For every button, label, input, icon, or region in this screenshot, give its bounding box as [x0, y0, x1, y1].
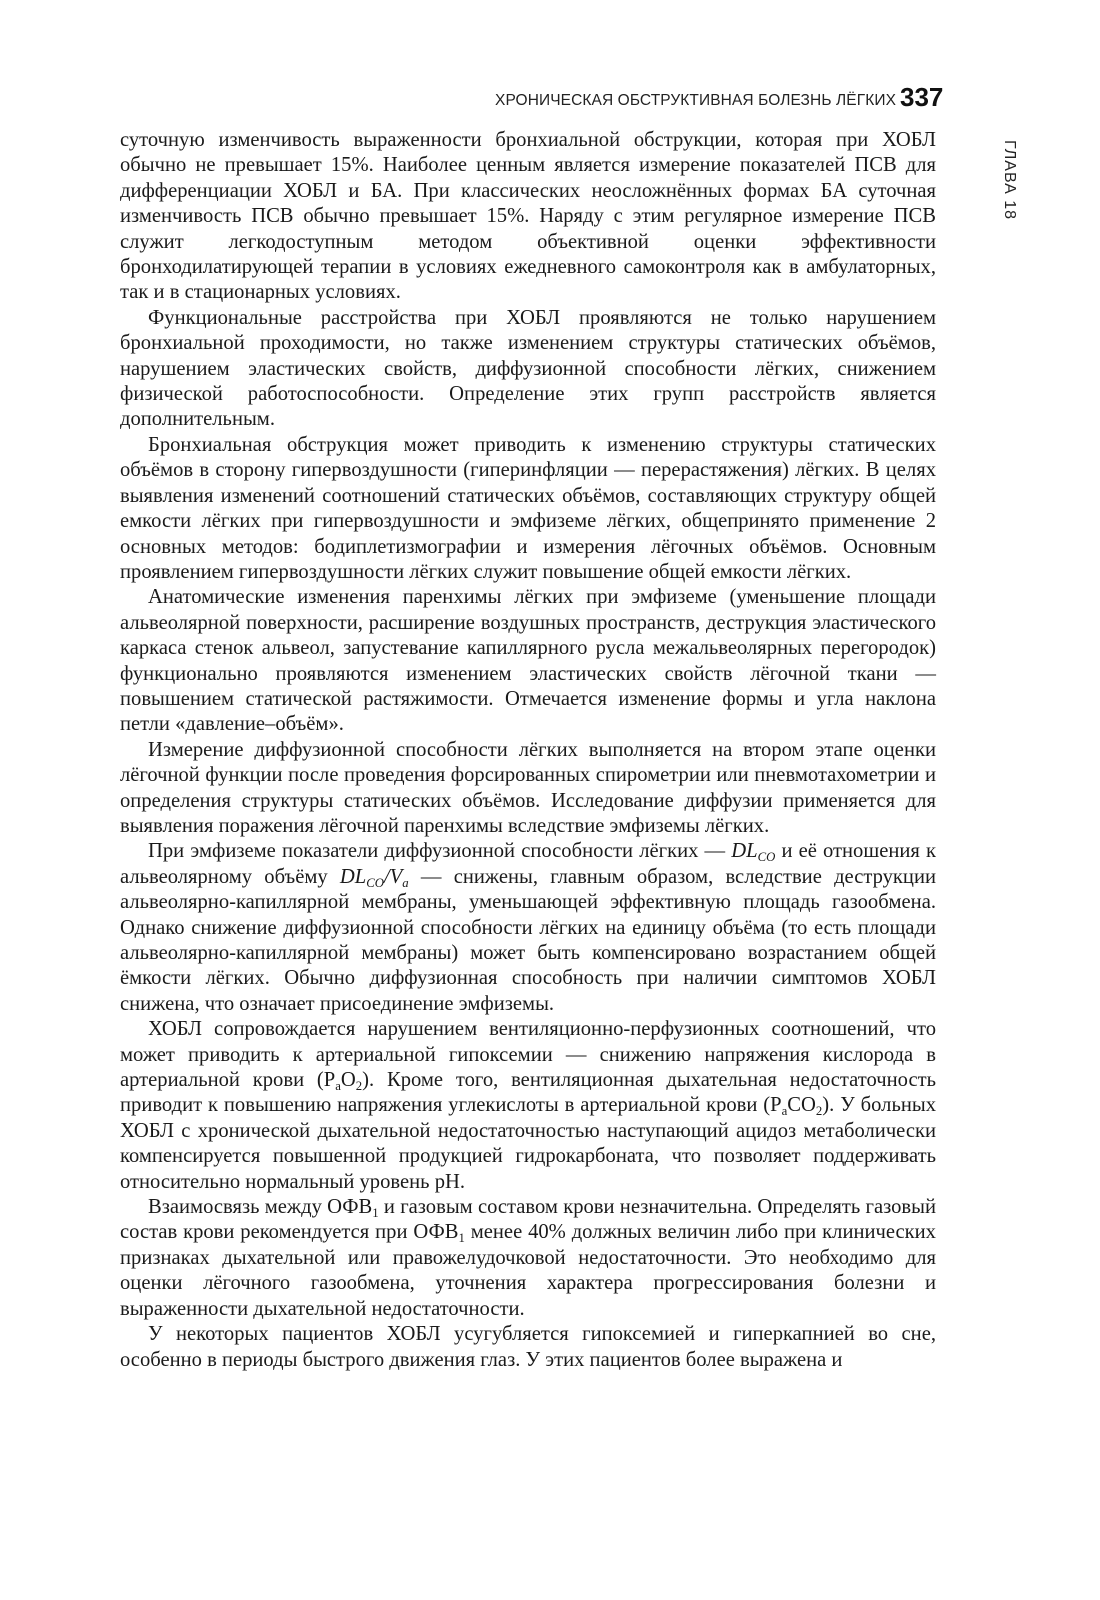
paragraph-4: Анатомические изменения паренхимы лёгких при эмфиземе (уменьшение площади альвеолярной поверхности, расширение воздушных пространств, деструкция эластического каркаса стенок альвеол, запустевание капиллярного русла межальвеолярных перегородок) функционально проявляются изменением эластических свойств лёгочной ткани — повышением статической растяжимости. Отмечается изменение формы и угла наклона петли «давление–объём». — [120, 586, 936, 736]
pao2-subscript-2: 2 — [355, 1078, 363, 1093]
paragraph-8: Взаимосвязь между $ОФВ_1$ и газовым составом крови незначительна. Определять газовый состав крови рекомендуется при $ОФВ_1$ менее 40% должных величин либо при клинических признаках дыхательной или правожелудочковой недостаточности. Это необходимо для оценки лёгочного газообмена, уточнения характера прогрессирования болезни и выраженности дыхательной недостаточности. — [120, 1196, 936, 1320]
paragraph-6 — [120, 839, 936, 1017]
running-title: ХРОНИЧЕСКАЯ ОБСТРУКТИВНАЯ БОЛЕЗНЬ ЛЁГКИХ — [495, 92, 897, 109]
paragraph-2: Функциональные расстройства при ХОБЛ проявляются не только нарушением бронхиальной проходимости, но также изменением структуры статических объёмов, нарушением эластических свойств, диффузионной способности лёгких, снижением физической работоспособности. Определение этих групп расстройств является дополнительным. — [120, 306, 936, 431]
page-number: 337 — [900, 82, 944, 112]
paco2-subscript-a: a — [781, 1104, 788, 1119]
paragraph-5: Измерение диффузионной способности лёгких выполняется на втором этапе оценки лёгочной функции после проведения форсированных спирометрии или пневмотахометрии и определения структуры статических объёмов. Исследование диффузии применяется для выявления поражения лёгочной паренхимы вследствие эмфиземы лёгких. — [120, 738, 936, 837]
fev1-subscript: 1 — [372, 1205, 379, 1220]
p6-text-a: При эмфиземе показатели диффузионной способности лёгких — — [148, 840, 732, 863]
paragraph-9: У некоторых пациентов ХОБЛ усугубляется гипоксемией и гиперкапнией во сне, особенно в периоды быстрого движения глаз. У этих пациентов более выражена и — [120, 1323, 936, 1371]
fev1-subscript-2: 1 — [458, 1231, 465, 1246]
paragraph-1: суточную изменчивость выраженности бронхиальной обструкции, которая при ХОБЛ обычно не превышает 15%. Наиболее ценным является измерение показателей ПСВ для дифференциации ХОБЛ и БА. При классических неосложнённых формах БА суточная изменчивость ПСВ обычно превышает 15%. Наряду с этим регулярное измерение ПСВ служит легкодоступным методом объективной оценки эффективности бронходилатирующей терапии в условиях ежедневного самоконтроля как в амбулаторных, так и в стационарных условиях. — [120, 129, 936, 304]
p6-text-b: и её отношения к альвеолярному объёму — [120, 840, 936, 888]
paragraph-3: Бронхиальная обструкция может приводить к изменению структуры статических объёмов в сторону гипервоздушности (гиперинфляции — перерастяжения) лёгких. В целях выявления изменений соотношений статических объёмов, составляющих структуру общей емкости лёгких при гипервоздушности и эмфиземе лёгких, общепринято применение 2 основных методов: бодиплетизмографии и измерения лёгочных объёмов. Основным проявлением гипервоздушности лёгких служит повышение общей емкости лёгких. — [120, 433, 936, 583]
paragraph-7: ХОБЛ сопровождается нарушением вентиляционно-перфузионных соотношений, что может приводить к артериальной гипоксемии — снижению напряжения кислорода в артериальной крови $(P_aO_2)$. Кроме того, вентиляционная дыхательная недостаточность приводит к повышению напряжения углекислоты в артериальной крови $(P_aCO_2)$. У больных ХОБЛ с хронической дыхательной недостаточностью наступающий ацидоз метаболически компенсируется повышенной продукцией гидрокарбоната, что позволяет поддерживать относительно нормальный уровень pH. — [120, 1018, 936, 1193]
paco2-subscript-2: 2 — [815, 1104, 823, 1119]
pao2-subscript-a: a — [335, 1078, 341, 1093]
body-text — [120, 128, 936, 1373]
p6-text-c: — снижены, главным образом, вследствие деструкции альвеолярно-капиллярной мембраны, уменьшающей эффективную площадь газообмена. Однако снижение диффузионной способности лёгких на единицу объёма (то есть площади альвеолярно-капиллярной мембраны) может быть компенсировано возрастанием общей ёмкости лёгких. Обычно диффузионная способность при наличии симптомов ХОБЛ снижена, что означает присоединение эмфиземы. — [120, 865, 936, 1015]
dlco-symbol: $DL_{CO}$ — [731, 840, 776, 865]
chapter-tab: ГЛАВА 18 — [1001, 140, 1018, 220]
dlco-va-symbol: $DL_{CO}/V_a$ — [339, 865, 409, 890]
